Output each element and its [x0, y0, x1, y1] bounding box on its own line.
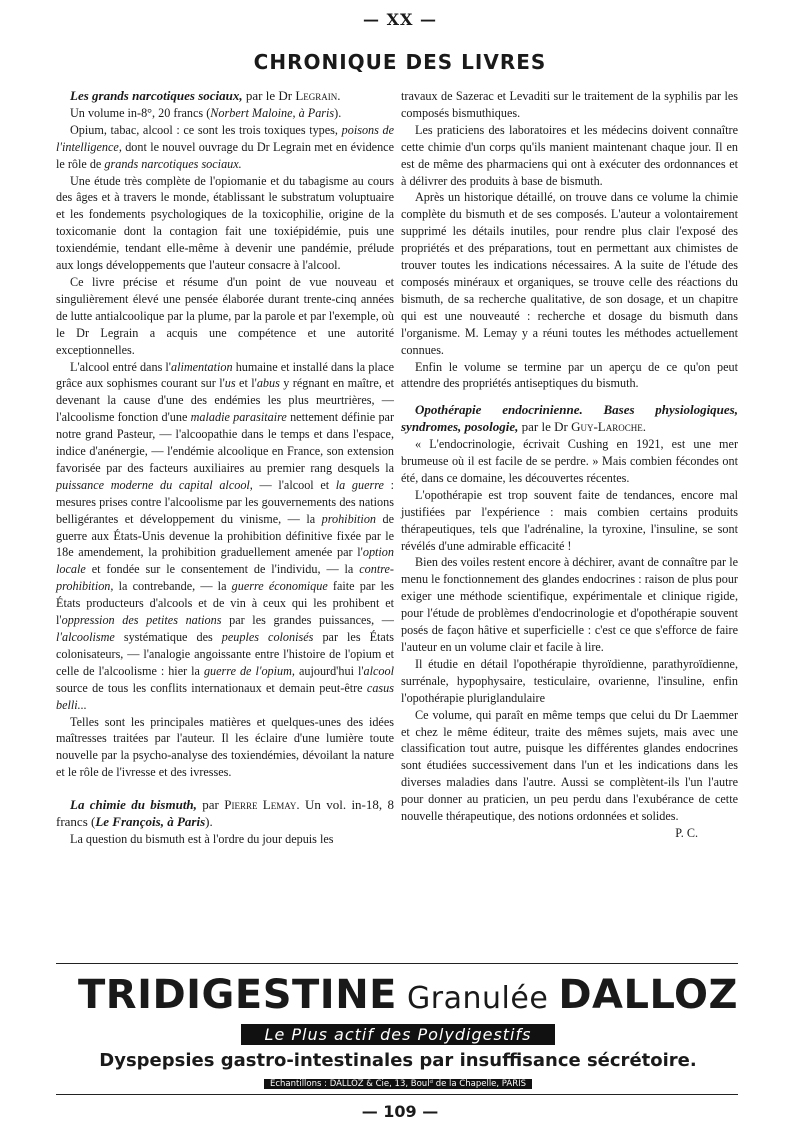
- paragraph: Une étude très complète de l'opiomanie et du tabagisme au cours des âges et à travers le monde, établissant le substratum voluptuaire et les fondements psychologiques de la toxicophilie, origine de la toxicomanie dont la contagion fait une toxiépidémie, puis une toxiendémie, tendant elle-même à devenir une pandémie, prélude aux longs développements que l'auteur consacre à l'alcool.: [56, 173, 394, 273]
- ad-form: Granulée: [397, 981, 559, 1016]
- ad-address: Échantillons : DALLOZ & Cie, 13, Boulᵈ de la Chapelle, PARIS: [264, 1079, 532, 1089]
- paragraph: Les praticiens des laboratoires et les médecins doivent connaître cette chimie d'un corps qu'ils manient maintenant chaque jour. Il en est de même des pharmaciens qui ont à exécuter des ordonnances et à délivrer des produits à base de bismuth.: [401, 122, 738, 188]
- paragraph: Telles sont les principales matières et quelques-unes des idées maîtresses traitées par l'auteur. Il les éclaire d'une lumière toute nouvelle par la psycho-analyse des toxiendémies, dévoilant la nature et le rôle de l'ivresse et des ivresses.: [56, 714, 394, 780]
- book-format: Un vol. in-18, 8 francs (: [56, 797, 394, 830]
- book-publisher: Norbert Maloine, à Paris: [210, 105, 335, 120]
- right-column: [401, 88, 738, 842]
- ad-title: [78, 972, 739, 1022]
- ad-banner: Le Plus actif des Polydigestifs: [241, 1024, 556, 1045]
- page-number: — 109 —: [361, 1102, 439, 1121]
- author-name: Legrain.: [295, 88, 341, 103]
- by-label: par le Dr: [242, 88, 296, 103]
- book-format: Un volume in-8°, 20 francs (: [70, 105, 211, 120]
- paragraph: Opium, tabac, alcool : ce sont les trois toxiques types, poisons de l'intelligence, dont le nouvel ouvrage du Dr Legrain met en évidence le rôle de grands narcotiques sociaux.: [56, 122, 395, 171]
- ad-maker: DALLOZ: [558, 972, 739, 1018]
- divider-rule: [56, 1094, 738, 1095]
- by-label: par le Dr: [518, 419, 572, 435]
- advertisement: [78, 972, 739, 1090]
- paragraph: Il étudie en détail l'opothérapie thyroïdienne, parathyroïdienne, surrénale, hypophysaire, testiculaire, ovarienne, l'insuline, enfin l'opothérapie pluriglandulaire: [401, 656, 738, 705]
- book-title: La chimie du bismuth,: [70, 797, 197, 813]
- review-heading-bismuth: [56, 797, 394, 831]
- review-heading-opotherapie: [401, 402, 738, 436]
- paragraph: La question du bismuth est à l'ordre du jour depuis les: [70, 831, 334, 846]
- paragraph: travaux de Sazerac et Levaditi sur le traitement de la syphilis par les composés bismuthiques.: [401, 89, 738, 120]
- book-title: Les grands narcotiques sociaux,: [70, 88, 243, 103]
- book-title: Opothérapie endocrinienne. Bases physiologiques, syndromes, posologie,: [401, 402, 738, 435]
- book-publisher: Le François, à Paris: [95, 814, 206, 830]
- paragraph: Bien des voiles restent encore à déchirer, avant de connaître par le menu le fonctionnement des glandes endocrines : raison de plus pour exiger une méthode scientifique, expérimentale et clinique rigide, pour l'étude de problèmes d'endocrinologie et d'opothérapie souvent posés de façon hâtive et superficielle : c'est ce que s'efforce de faire l'auteur en un volume clair et facile à lire.: [401, 555, 738, 654]
- divider-rule: [56, 963, 738, 964]
- punctuation: ).: [334, 105, 342, 120]
- paragraph: L'opothérapie est trop souvent faite de tendances, encore mal justifiées par l'expérience : mais combien certains produits thérapeutiques, tels que l'adrénaline, la tyroxine, l'insuline, se sont révélés d'une admirable efficacité !: [401, 487, 738, 553]
- punctuation: ).: [205, 814, 213, 830]
- author-name: Pierre Lemay.: [224, 797, 300, 813]
- section-title: CHRONIQUE DES LIVRES: [253, 50, 547, 74]
- paragraph: « L'endocrinologie, écrivait Cushing en 1921, est une mer brumeuse où il est facile de se perdre. » Mais combien fécondes ont été, dans ce domaine, les découvertes récentes.: [401, 437, 738, 485]
- left-column: [56, 88, 394, 848]
- paragraph: Ce livre précise et résume d'un point de vue nouveau et singulièrement élevé une pensée élaborée durant trente-cinq années de lutte antialcoolique par la plume, par la parole et par l'exemple, où le Dr Legrain a acquis une compétence et une autorité exceptionnelles.: [56, 274, 394, 357]
- ad-brand: TRIDIGESTINE: [78, 972, 397, 1018]
- ad-tagline: Dyspepsies gastro-intestinales par insuffisance sécrétoire.: [99, 1050, 697, 1071]
- review-signature: P. C.: [675, 825, 698, 840]
- page-folio-top: — XX —: [363, 10, 437, 29]
- paragraph: Enfin le volume se termine par un aperçu de ce qu'on peut attendre des propriétés antiseptiques du bismuth.: [401, 359, 738, 391]
- review-heading-narcotiques: [56, 88, 394, 105]
- paragraph: Ce volume, qui paraît en même temps que celui du Dr Laemmer et chez le même éditeur, traite des mêmes sujets, mais avec une classification tout autre, puisque les différentes glandes endocrines sont étudiées successivement dans l'un et les indications dans les diverses maladies dans l'autre. Aussi se complètent-ils l'un l'autre pour donner au praticien, un peu perdu dans l'exubérance de cette nouvelle thérapeutique, des notions ordonnées et solides.: [401, 707, 738, 824]
- book-details: [56, 105, 394, 122]
- author-name: Guy-Laroche.: [571, 419, 646, 435]
- paragraph: L'alcool entré dans l'alimentation humaine et installé dans la place grâce aux sophismes courant sur l'us et l'abus y régnant en maître, et devenant la cause d'une des endémies les plus meurtrières, — l'alcoolisme fonction d'une maladie parasitaire nettement définie par notre grand Pasteur, — l'alcoopathie dans le temps et dans l'espace, indice d'anénergie, — l'endémie alcoolique en France, son extension favorisée par des facteurs auxiliaires au premier rang desquels la puissance moderne du capital alcool, — l'alcool et la guerre : mesures prises contre l'alcoolisme par les gouvernements des nations belligérantes et développement du vinisme, — la prohibition de guerre aux États-Unis devenue la prohibition définitive fixée par le 18e amendement, la prohibition graduellement amenée par l'option locale et fondée sur le consentement de l'individu, — la contre-prohibition, la contrebande, — la guerre économique faite par les États producteurs d'alcools et de vin à ceux qui les prohibent et l'oppression des petites nations par les grandes puissances, — l'alcoolisme systématique des peuples colonisés par les États colonisateurs, — l'analogie angoissante entre l'histoire de l'opium et celle de l'alcoolisme : hier la guerre de l'opium, aujourd'hui l'alcool source de tous les conflits internationaux et demain peut-être casus belli...: [56, 359, 395, 712]
- by-label: par: [196, 797, 225, 813]
- paragraph: Après un historique détaillé, on trouve dans ce volume la chimie complète du bismuth et de ses composés. L'auteur a volontairement supprimé les détails inutiles, pour rendre plus clair l'exposé des propriétés et des préparations, tout en permettant aux chimistes de trouver toutes les indications nécessaires. A la suite de l'étude des composés minéraux et organiques, se trouve celle des réactions du bismuth, de sa recherche qualitative, de son dosage, et un chapitre qui est une nouveauté : recherche et dosage du bismuth dans l'organisme. M. Lemay y a réuni toutes les méthodes actuellement connues.: [401, 190, 738, 357]
